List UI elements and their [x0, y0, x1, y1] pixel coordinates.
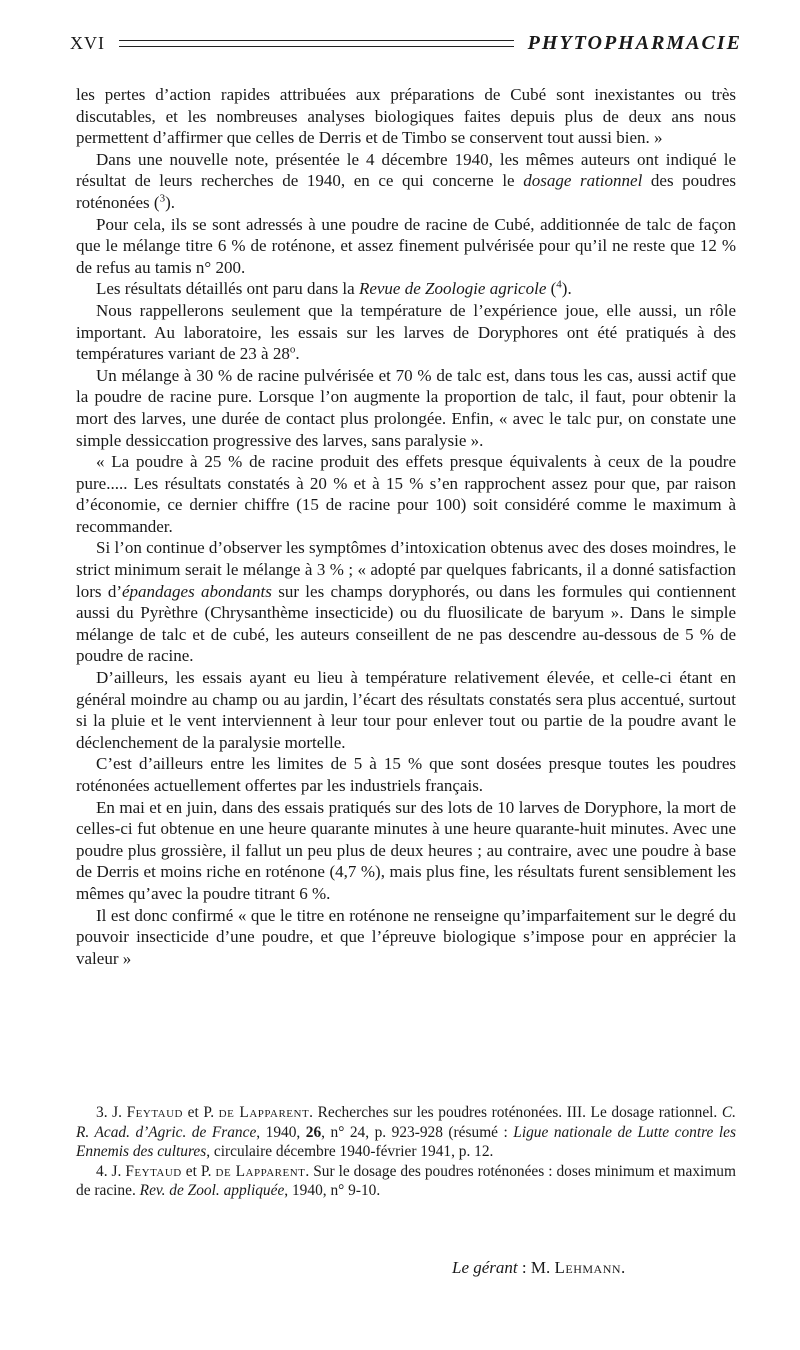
text-run: ).	[165, 192, 175, 212]
text-run: . Recherches sur les poudres roténonées. III. Le dosage rationnel.	[309, 1104, 722, 1121]
italic-run: dosage rationnel	[523, 171, 643, 191]
footnote-ref-3: 3	[159, 192, 166, 205]
paragraph-9: D’ailleurs, les essais ayant eu lieu à température relativement élevée, et celle-ci étant en général moindre au champ ou au jardin, l’écart des résultats constatés sera plus accentué, surtout si la pluie et le vent interviennent à leur tour pour enlever tout ou partie de la poudre avant le déclenchement de la paralysie mortelle.	[76, 668, 736, 752]
journal-title: Rev. de Zool. appliquée	[139, 1182, 285, 1200]
header-rule	[119, 40, 514, 47]
text-run: et P.	[185, 1162, 212, 1180]
footnote-ref-4: 4	[556, 278, 562, 291]
author-name: de Lapparent	[215, 1162, 306, 1180]
text-run: Les résultats détaillés ont paru dans la	[96, 279, 359, 299]
journal-title: Ligue nationale de Lutte contre les Ennemis des cultures	[76, 1123, 736, 1161]
degree-sign: o	[289, 343, 296, 356]
footnote-number: 3. J.	[96, 1104, 122, 1121]
paragraph-11: En mai et en juin, dans des essais pratiqués sur des lots de 10 larves de Doryphore, la mort de celles-ci fut obtenue en une heure quarante minutes à une heure quarante-huit minutes. Avec une poudre plus grossière, il fallut un peu plus de deux heures ; au contraire, avec une poudre à base de Derris et moins riche en roténone (4,7 %), mais plus fine, les résultats furent sensiblement les mêmes qu’avec la poudre titrant 6 %.	[76, 797, 736, 903]
manager-name: Lehmann	[554, 1258, 622, 1277]
signature	[452, 1258, 732, 1278]
paragraph-3: Pour cela, ils se sont adressés à une poudre de racine de Cubé, additionnée de talc de façon que le mélange titre 6 % de roténone, et assez finement pulvérisée pour qu’il ne reste que 12 % de refus au tamis n° 200.	[76, 214, 736, 277]
text-run: sur les champs doryphorés, ou dans les formules qui contiennent aussi du Pyrèthre (Chrysanthème insecticide) ou du fluosilicate de baryum ». Dans le simple mélange de talc et de cubé, les auteurs conseillent de ne pas descendre au-dessous de 5 % de poudre de racine.	[76, 581, 736, 666]
footnote-number: 4. J.	[96, 1162, 122, 1180]
paragraph-8	[76, 537, 736, 667]
text-run: (	[546, 279, 557, 299]
text-run: et P.	[187, 1104, 215, 1121]
author-name: Feytaud	[126, 1104, 184, 1121]
text-run: Nous rappellerons seulement que la température de l’expérience joue, elle aussi, un rôle important. Au laboratoire, les essais sur les larves de Doryphores ont été pratiqués à des températures variant de 23 à 28	[76, 300, 736, 364]
paragraph-1: les pertes d’action rapides attribuées aux préparations de Cubé sont inexistantes ou très discutables, et les nombreuses analyses biologiques faites depuis plus de deux ans nous permettent d’affirmer que celles de Derris et de Timbo se conservent tout aussi bien. »	[76, 85, 736, 148]
paragraph-5	[76, 300, 736, 365]
paragraph-2	[76, 149, 736, 214]
paragraph-10: C’est d’ailleurs entre les limites de 5 à 15 % que sont dosées presque toutes les poudres roténonées actuellement offertes par les industriels français.	[76, 754, 736, 795]
text-run: , n° 24, p. 923-928 (résumé :	[321, 1123, 514, 1141]
footnote-4	[76, 1162, 736, 1201]
text-run: des poudres roténonées (	[76, 171, 737, 212]
text-run: .	[295, 344, 300, 364]
signature-label: Le gérant	[452, 1258, 518, 1277]
running-title: PHYTOPHARMACIE	[527, 31, 742, 54]
page-number: XVI	[70, 32, 105, 53]
paragraph-7: « La poudre à 25 % de racine produit des effets presque équivalents à ceux de la poudre pure..... Les résultats constatés à 20 % et à 15 % s’en rapprochent assez pour que, par raison d’économie, ce dernier chiffre (15 de racine pour 100) soit considéré comme le maximum à recommander.	[76, 452, 736, 536]
italic-run: épandages abondants	[122, 581, 272, 601]
footnote-3	[76, 1103, 736, 1162]
paragraph-6: Un mélange à 30 % de racine pulvérisée et 70 % de talc est, dans tous les cas, aussi actif que la poudre de racine pure. Lorsque l’on augmente la proportion de talc, il faut, pour obtenir la mort des larves, une durée de contact plus prolongée. Enfin, « avec le talc pur, on constate une simple dessiccation progressive des larves, sans paralysie ».	[76, 365, 736, 450]
text-run: , 1940, n° 9-10.	[284, 1182, 381, 1200]
text-run: .	[621, 1258, 626, 1277]
author-name: Feytaud	[125, 1162, 182, 1180]
page-header	[70, 28, 742, 58]
text-run: . Sur le dosage des poudres roténonées : doses minimum et maximum de racine.	[76, 1162, 736, 1200]
paragraph-4	[76, 278, 736, 300]
text-run: Si l’on continue d’observer les symptômes d’intoxication obtenus avec des doses moindres, le strict minimum serait le mélange à 3 % ; « adopté par quelques fabricants, il a donné satisfaction lors d’	[76, 538, 736, 601]
body-text	[76, 84, 736, 969]
journal-title: C. R. Acad. d’Agric. de France	[76, 1104, 737, 1141]
text-run: Dans une nouvelle note, présentée le 4 décembre 1940, les mêmes auteurs ont indiqué le résultat de leurs recherches de 1940, en ce qui concerne le	[76, 149, 736, 191]
author-name: de Lapparent	[218, 1104, 310, 1121]
text-run: , 1940,	[256, 1123, 306, 1141]
text-run: : M.	[517, 1258, 555, 1277]
volume-number: 26	[305, 1123, 322, 1141]
paragraph-12: Il est donc confirmé « que le titre en roténone ne renseigne qu’imparfaitement sur le degré du pouvoir insecticide d’une poudre, et que l’épreuve biologique s’impose pour en apprécier la valeur »	[76, 905, 736, 968]
text-run: ).	[561, 279, 572, 299]
italic-run: Revue de Zoologie agricole	[358, 279, 547, 299]
text-run: , circulaire décembre 1940-février 1941, p. 12.	[206, 1143, 494, 1161]
footnotes	[76, 1103, 736, 1201]
